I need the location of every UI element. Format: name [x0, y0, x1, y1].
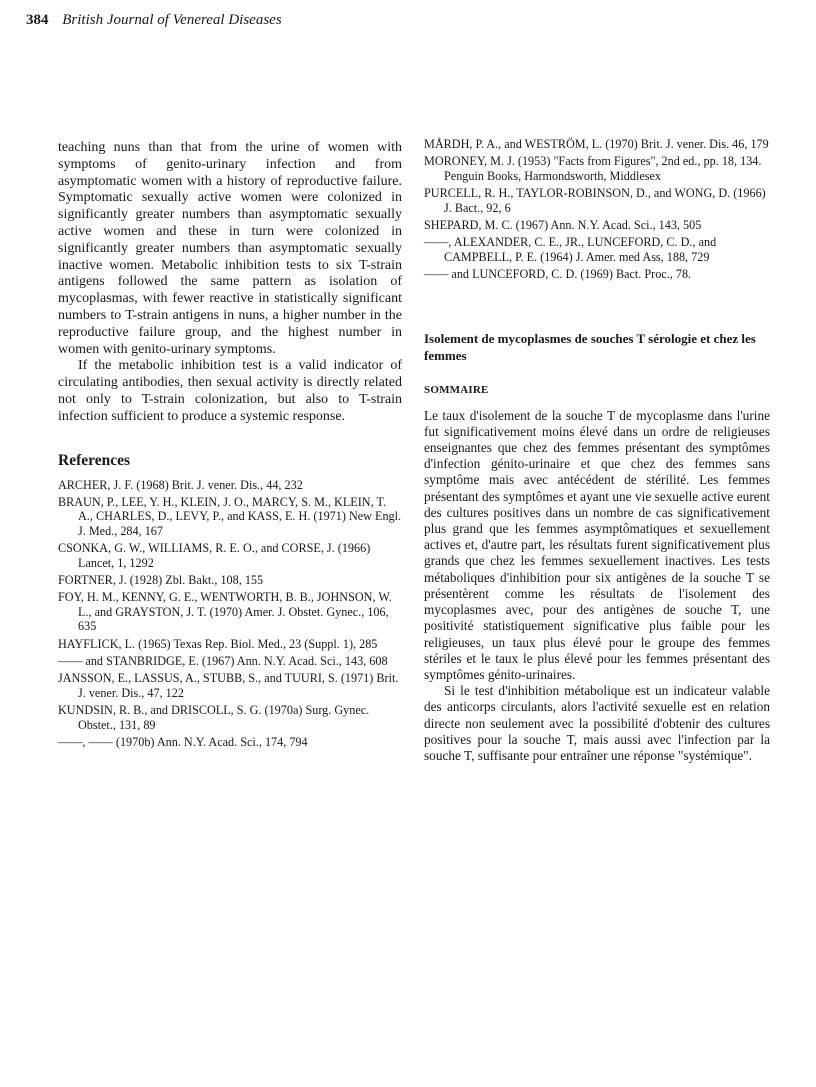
page-number: 384: [26, 12, 49, 28]
reference-item: KUNDSIN, R. B., and DRISCOLL, S. G. (1970a) Surg. Gynec. Obstet., 131, 89: [58, 703, 370, 732]
reference-item: ——, ALEXANDER, C. E., JR., LUNCEFORD, C. D., and CAMPBELL, P. E. (1964) J. Amer. med Ass, 188, 729: [424, 235, 717, 264]
left-column: [58, 140, 402, 752]
summary-paragraph: Si le test d'inhibition métabolique est un indicateur valable des anticorps circulants, alors l'activité sexuelle est en relation directe non seulement avec la possibilité d'obtenir des cultures positives pour la souche T, mais aussi avec l'infection par la souche T, suffisante pour entraîner une réponse "systémique".: [424, 683, 770, 763]
reference-list-continued: [424, 137, 770, 282]
reference-item: ——, —— (1970b) Ann. N.Y. Acad. Sci., 174, 794: [58, 735, 308, 750]
reference-item: HAYFLICK, L. (1965) Texas Rep. Biol. Med., 23 (Suppl. 1), 285: [58, 636, 378, 651]
body-paragraph: If the metabolic inhibition test is a valid indicator of circulating antibodies, then sexual activity is directly related not only to T-strain colonization, but also to T-strain infection sufficient to produce a systemic response.: [58, 358, 402, 424]
summary-label: SOMMAIRE: [424, 383, 489, 396]
reference-item: ARCHER, J. F. (1968) Brit. J. vener. Dis., 44, 232: [58, 477, 303, 492]
reference-item: —— and STANBRIDGE, E. (1967) Ann. N.Y. Acad. Sci., 143, 608: [58, 654, 388, 669]
reference-item: FOY, H. M., KENNY, G. E., WENTWORTH, B. B., JOHNSON, W. L., and GRAYSTON, J. T. (1970) Amer. J. Obstet. Gynec., 106, 635: [58, 590, 392, 634]
summary-title: Isolement de mycoplasmes de souches T sérologie et chez les femmes: [424, 330, 756, 363]
body-paragraph: teaching nuns than that from the urine of women with symptoms of genito-urinary infection and from asymptomatic women with a history of reproductive failure. Symptomatic sexually active women were colonized in significantly greater numbers than asymptomatic sexually active women and these in turn were colonized in significantly greater numbers than asymptomatic sexually inactive women. Metabolic inhibition tests to six T-strain antigens followed the same pattern as isolation of mycoplasmas, with fewer reactive in statistically significant numbers to T-strain antigens in nuns, a higher number in the reproductive failure group, and the highest number in women with genito-urinary symptoms.: [58, 140, 402, 357]
reference-item: CSONKA, G. W., WILLIAMS, R. E. O., and CORSE, J. (1966) Lancet, 1, 1292: [58, 541, 371, 570]
reference-item: FORTNER, J. (1928) Zbl. Bakt., 108, 155: [58, 572, 264, 587]
reference-list: [58, 478, 402, 750]
reference-item: —— and LUNCEFORD, C. D. (1969) Bact. Proc., 78.: [424, 267, 692, 282]
reference-item: BRAUN, P., LEE, Y. H., KLEIN, J. O., MARCY, S. M., KLEIN, T. A., CHARLES, D., LEVY, P., and KASS, E. H. (1971) New Engl. J. Med., 284, 167: [58, 494, 402, 538]
summary-paragraph: Le taux d'isolement de la souche T de mycoplasme dans l'urine fut significativement moins élevé dans un ordre de religieuses enseignantes que chez des femmes présentant des symptômes d'infection génito-urinaire et que chez des femmes sans symptôme mais avec antécédent de stérilité. Les femmes présentant des symptômes et ayant une vie sexuelle active eurent des cultures positives dans un nombre de cas significativement plus grand que les femmes asymptômatiques et sexuellement actives et, d'autre part, les résultats furent significativement plus grands que chez les femmes sexuellement inactives. Les tests métaboliques d'inhibition pour six antigènes de la souche T se présentèrent comme les résultats de l'isolement des mycoplasmes avec, pour des antigènes de souche T, une positivité statistiquement significative plus faible pour les religieuses, un taux plus élevé pour le groupe des femmes stériles et le taux le plus élevé pour les femmes présentant des symptômes génito-urinaires.: [424, 407, 770, 682]
journal-title: British Journal of Venereal Diseases: [62, 12, 282, 28]
reference-item: MORONEY, M. J. (1953) "Facts from Figures", 2nd ed., pp. 18, 134. Penguin Books, Harmondsworth, Middlesex: [424, 154, 762, 183]
reference-item: SHEPARD, M. C. (1967) Ann. N.Y. Acad. Sci., 143, 505: [424, 218, 702, 233]
reference-item: JANSSON, E., LASSUS, A., STUBB, S., and TUURI, S. (1971) Brit. J. vener. Dis., 47, 122: [58, 671, 399, 700]
reference-item: MÅRDH, P. A., and WESTRÖM, L. (1970) Brit. J. vener. Dis. 46, 179: [424, 137, 769, 151]
reference-item: PURCELL, R. H., TAYLOR-ROBINSON, D., and WONG, D. (1966) J. Bact., 92, 6: [424, 186, 766, 215]
right-column: [424, 137, 770, 764]
references-heading: References: [58, 451, 131, 469]
page-header: [26, 12, 282, 29]
